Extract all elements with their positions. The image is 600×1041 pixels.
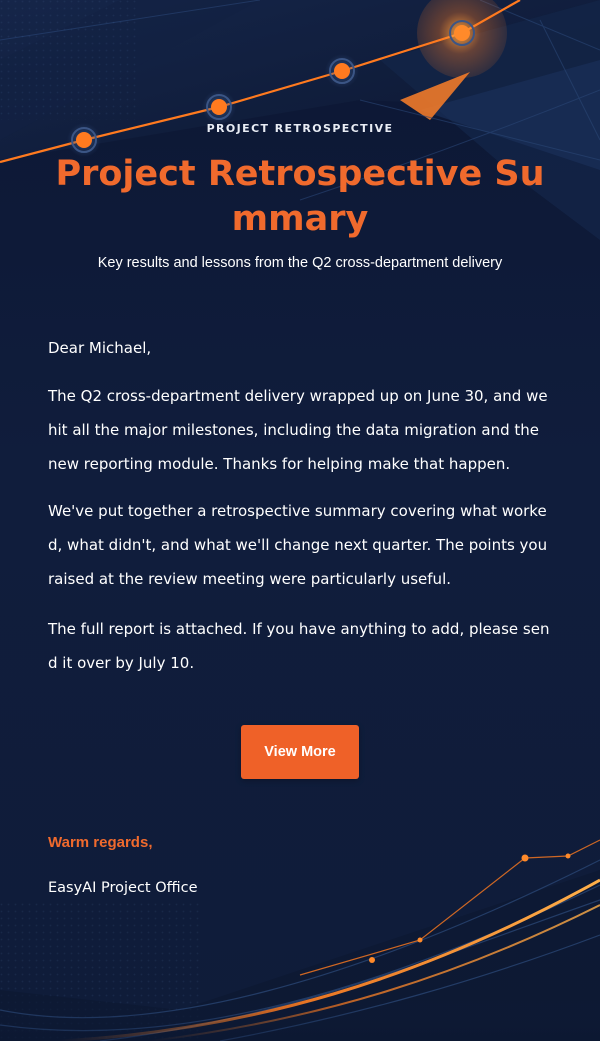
body-paragraph: We've put together a retrospective summary covering what worked, what didn't, and what we'll change next quarter. The points you raised at the review meeting were particularly useful. — [48, 502, 548, 588]
sender-name: EasyAI Project Office — [48, 880, 198, 896]
email-subtitle: Key results and lessons from the Q2 cross-department delivery — [97, 255, 503, 271]
body-paragraph: The Q2 cross-department delivery wrapped up on June 30, and we hit all the major milestones, including the data migration and the new reporting module. Thanks for helping make that happen. — [48, 387, 548, 473]
greeting: Dear Michael, — [48, 339, 152, 357]
email-title: Project Retrospective Summary — [55, 154, 545, 239]
body-paragraph: The full report is attached. If you have anything to add, please send it over by July 10. — [48, 620, 550, 672]
view-more-button[interactable]: View More — [241, 725, 359, 779]
signoff: Warm regards, — [48, 834, 153, 851]
eyebrow-label: PROJECT RETROSPECTIVE — [206, 122, 394, 135]
